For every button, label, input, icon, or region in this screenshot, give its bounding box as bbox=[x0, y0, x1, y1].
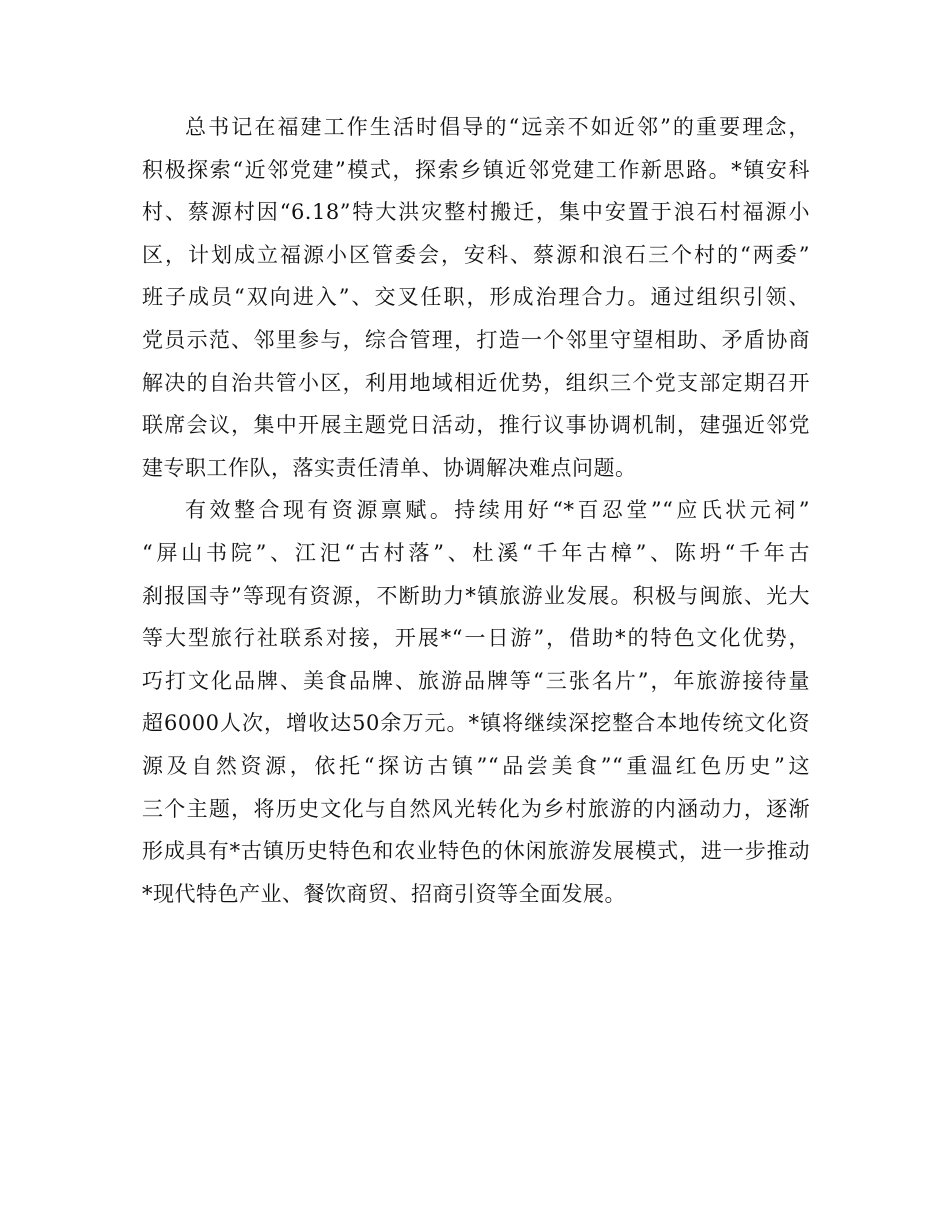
paragraph-2 bbox=[142, 489, 810, 915]
paragraph-line: 有效整合现有资源禀赋。持续用好“*百忍堂”“应氏状元祠” bbox=[185, 498, 810, 523]
paragraph-line: 积极探索“近邻党建”模式，探索乡镇近邻党建工作新思路。*镇安科 bbox=[142, 157, 810, 182]
paragraph-line: 巧打文化品牌、美食品牌、旅游品牌等“三张名片”，年旅游接待量 bbox=[142, 668, 810, 693]
paragraph-line: 等大型旅行社联系对接，开展*“一日游”，借助*的特色文化优势， bbox=[142, 626, 810, 651]
paragraph-line: 建专职工作队，落实责任清单、协调解决难点问题。 bbox=[142, 455, 637, 480]
paragraph-line: 源及自然资源，依托“探访古镇”“品尝美食”“重温红色历史”这 bbox=[142, 753, 810, 778]
paragraph-1 bbox=[142, 106, 810, 489]
paragraph-line: 班子成员“双向进入”、交叉任职，形成治理合力。通过组织引领、 bbox=[142, 285, 810, 310]
paragraph-line: *现代特色产业、餐饮商贸、招商引资等全面发展。 bbox=[142, 881, 626, 906]
paragraph-line: “屏山书院”、江汜“古村落”、杜溪“千年古樟”、陈坍“千年古 bbox=[142, 540, 810, 565]
paragraph-line: 解决的自治共管小区，利用地域相近优势，组织三个党支部定期召开 bbox=[142, 370, 810, 395]
paragraph-line: 区，计划成立福源小区管委会，安科、蔡源和浪石三个村的“两委” bbox=[142, 242, 810, 267]
paragraph-line: 超6000人次，增收达50余万元。*镇将继续深挖整合本地传统文化资 bbox=[142, 711, 810, 736]
paragraph-line: 刹报国寺”等现有资源，不断助力*镇旅游业发展。积极与闽旅、光大 bbox=[142, 583, 810, 608]
document-body bbox=[142, 106, 810, 915]
paragraph-line: 党员示范、邻里参与，综合管理，打造一个邻里守望相助、矛盾协商 bbox=[142, 327, 810, 352]
paragraph-line: 村、蔡源村因“6.18”特大洪灾整村搬迁，集中安置于浪石村福源小 bbox=[142, 200, 810, 225]
paragraph-line: 总书记在福建工作生活时倡导的“远亲不如近邻”的重要理念， bbox=[185, 115, 810, 139]
paragraph-line: 联席会议，集中开展主题党日活动，推行议事协调机制，建强近邻党 bbox=[142, 413, 810, 438]
paragraph-line: 三个主题，将历史文化与自然风光转化为乡村旅游的内涵动力，逐渐 bbox=[142, 796, 810, 821]
paragraph-line: 形成具有*古镇历史特色和农业特色的休闲旅游发展模式，进一步推动 bbox=[142, 839, 810, 864]
